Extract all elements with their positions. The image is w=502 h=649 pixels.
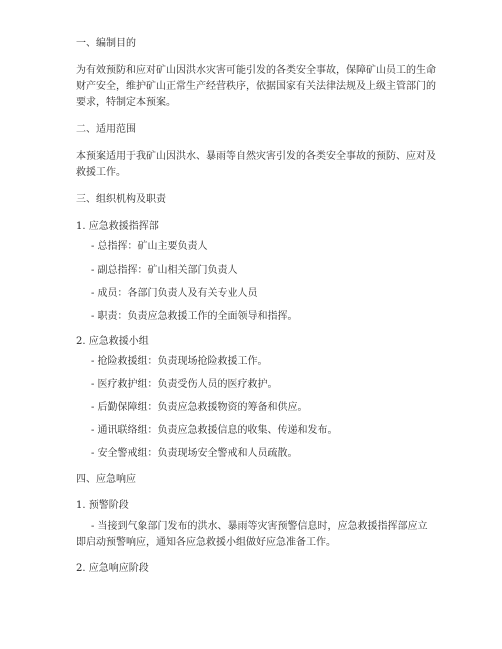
section-3-heading: 三、组织机构及职责 [76, 194, 166, 205]
list-item: - 职责：负责应急救援工作的全面领导和指挥。 [91, 311, 298, 322]
section-2-para-line-2: 救援工作。 [76, 167, 126, 178]
section-1-para-line-3: 要求，特制定本预案。 [76, 97, 176, 108]
list-item: - 安全警戒组：负责现场安全警戒和人员疏散。 [91, 448, 298, 459]
section-4-sub-1-para-line-2: 即启动预警响应，通知各应急救援小组做好应急准备工作。 [76, 537, 336, 548]
section-4-sub-2-title: 2. 应急响应阶段 [76, 563, 149, 574]
section-4-heading: 四、应急响应 [76, 474, 136, 485]
list-item: - 成员：各部门负责人及有关专业人员 [91, 288, 258, 299]
list-item: - 通讯联络组：负责应急救援信息的收集、传递和发布。 [91, 425, 338, 436]
section-4-sub-1-para-line-1: - 当接到气象部门发布的洪水、暴雨等灾害预警信息时，应急救援指挥部应立 [91, 521, 428, 532]
list-item: - 后勤保障组：负责应急救援物资的筹备和供应。 [91, 402, 308, 413]
section-3-sub-1-title: 1. 应急救援指挥部 [76, 221, 159, 232]
list-item: - 医疗救护组：负责受伤人员的医疗救护。 [91, 379, 278, 390]
section-3-sub-2-title: 2. 应急救援小组 [76, 336, 149, 347]
list-item: - 副总指挥：矿山相关部门负责人 [91, 265, 238, 276]
section-2-heading: 二、适用范围 [76, 124, 136, 135]
section-4-sub-1-title: 1. 预警阶段 [76, 500, 129, 511]
list-item: - 抢险救援组：负责现场抢险救援工作。 [91, 356, 268, 367]
section-1-para-line-2: 财产安全，维护矿山正常生产经营秩序，依据国家有关法律法规及上级主管部门的 [76, 81, 436, 92]
section-1-para-line-1: 为有效预防和应对矿山因洪水灾害可能引发的各类安全事故，保障矿山员工的生命 [76, 65, 436, 76]
section-2-para-line-1: 本预案适用于我矿山因洪水、暴雨等自然灾害引发的各类安全事故的预防、应对及 [76, 151, 436, 162]
section-1-heading: 一、编制目的 [76, 38, 136, 49]
list-item: - 总指挥：矿山主要负责人 [91, 241, 208, 252]
